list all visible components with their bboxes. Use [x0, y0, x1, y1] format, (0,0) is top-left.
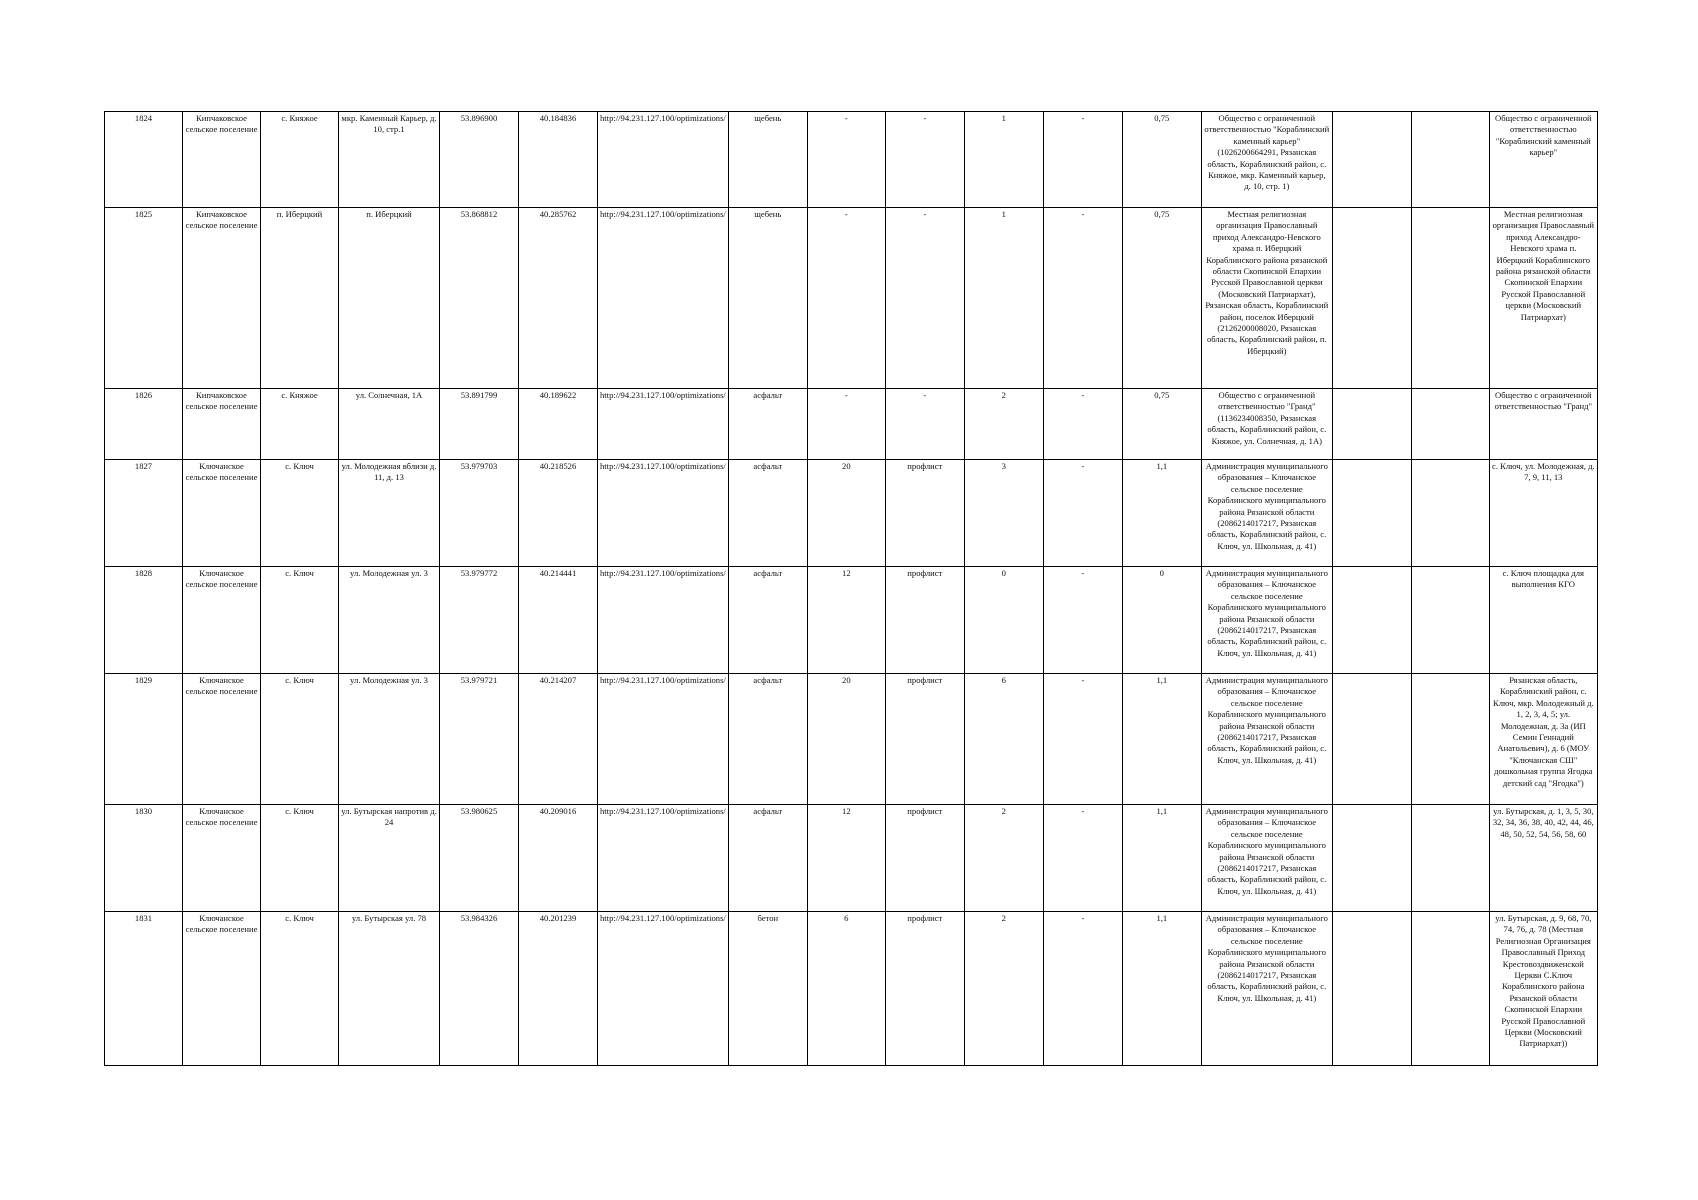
- row-number: 1827: [105, 460, 183, 567]
- table-row: [105, 389, 1598, 460]
- empty-cell: [1332, 805, 1411, 912]
- fence-cell: профлист: [885, 460, 964, 567]
- fence-cell: профлист: [885, 674, 964, 805]
- row-number: 1825: [105, 208, 183, 389]
- locality-cell: с. Ключ: [261, 912, 339, 1066]
- served-objects-cell: с. Ключ площадка для выполнения КГО: [1489, 567, 1597, 674]
- longitude-cell: 40.209016: [519, 805, 598, 912]
- planned-count-cell: -: [1043, 674, 1122, 805]
- row-number: 1828: [105, 567, 183, 674]
- table-row: [105, 674, 1598, 805]
- latitude-cell: 53.891799: [440, 389, 519, 460]
- volume-cell: 1,1: [1122, 460, 1201, 567]
- locality-cell: с. Ключ: [261, 805, 339, 912]
- empty-cell: [1332, 460, 1411, 567]
- map-link-cell[interactable]: http://94.231.127.100/optimizations/: [598, 912, 729, 1066]
- containers-count-cell: 3: [964, 460, 1043, 567]
- volume-cell: 1,1: [1122, 674, 1201, 805]
- owner-cell: Общество с ограниченной ответственностью "Гранд" (1136234008350, Рязанская область, Кораблинский район, с. Княжое, ул. Солнечная, д. 1А): [1201, 389, 1332, 460]
- latitude-cell: 53.979721: [440, 674, 519, 805]
- served-objects-cell: ул. Бутырская, д. 9, 68, 70, 74, 76, д. 78 (Местная Религиозная Организация Православный Приход Крестовоздвиженской Церкви С.Ключ Кораблинского района Рязанской области Скопинской Епархии Русской Православной Церкви (Московский Патриархат)): [1489, 912, 1597, 1066]
- empty-cell: [1411, 805, 1489, 912]
- settlement-cell: Кипчаковское сельское поселение: [183, 112, 261, 208]
- surface-cell: асфальт: [728, 674, 807, 805]
- owner-cell: Общество с ограниченной ответственностью "Кораблинский каменный карьер" (1026200664291, Рязанская область, Кораблинский район, с. Княжое, мкр. Каменный карьер, д. 10, стр. 1): [1201, 112, 1332, 208]
- row-number: 1829: [105, 674, 183, 805]
- planned-count-cell: -: [1043, 208, 1122, 389]
- served-objects-cell: Местная религиозная организация Православный приход Александро-Невского храма п. Иберцкий Кораблинского района рязанской области Скопинской Епархии Русской Православной церкви (Московский Патриархат): [1489, 208, 1597, 389]
- planned-count-cell: -: [1043, 567, 1122, 674]
- owner-cell: Администрация муниципального образования – Ключанское сельское поселение Кораблинского муниципального района Рязанской области (2086214017217, Рязанская область, Кораблинский район, с. Ключ, ул. Школьная, д. 41): [1201, 674, 1332, 805]
- area-cell: -: [807, 389, 885, 460]
- volume-cell: 0,75: [1122, 208, 1201, 389]
- settlement-cell: Кипчаковское сельское поселение: [183, 208, 261, 389]
- surface-cell: бетон: [728, 912, 807, 1066]
- surface-cell: асфальт: [728, 460, 807, 567]
- planned-count-cell: -: [1043, 805, 1122, 912]
- longitude-cell: 40.201239: [519, 912, 598, 1066]
- fence-cell: профлист: [885, 567, 964, 674]
- address-cell: ул. Молодежная вблизи д. 11, д. 13: [339, 460, 440, 567]
- containers-count-cell: 0: [964, 567, 1043, 674]
- latitude-cell: 53.980625: [440, 805, 519, 912]
- address-cell: ул. Бутырская напротив д. 24: [339, 805, 440, 912]
- empty-cell: [1411, 460, 1489, 567]
- row-number: 1830: [105, 805, 183, 912]
- locality-cell: с. Ключ: [261, 567, 339, 674]
- served-objects-cell: Общество с ограниченной ответственностью "Гранд": [1489, 389, 1597, 460]
- surface-cell: щебень: [728, 208, 807, 389]
- surface-cell: асфальт: [728, 805, 807, 912]
- settlement-cell: Ключанское сельское поселение: [183, 460, 261, 567]
- row-number: 1831: [105, 912, 183, 1066]
- empty-cell: [1411, 389, 1489, 460]
- planned-count-cell: -: [1043, 112, 1122, 208]
- longitude-cell: 40.285762: [519, 208, 598, 389]
- table-row: [105, 208, 1598, 389]
- surface-cell: асфальт: [728, 567, 807, 674]
- map-link-cell[interactable]: http://94.231.127.100/optimizations/: [598, 112, 729, 208]
- table-row: [105, 112, 1598, 208]
- empty-cell: [1411, 208, 1489, 389]
- registry-table: [104, 111, 1598, 1066]
- table-row: [105, 460, 1598, 567]
- latitude-cell: 53.979703: [440, 460, 519, 567]
- map-link-cell[interactable]: http://94.231.127.100/optimizations/: [598, 674, 729, 805]
- containers-count-cell: 6: [964, 674, 1043, 805]
- locality-cell: п. Иберцкий: [261, 208, 339, 389]
- fence-cell: -: [885, 112, 964, 208]
- owner-cell: Администрация муниципального образования – Ключанское сельское поселение Кораблинского муниципального района Рязанской области (2086214017217, Рязанская область, Кораблинский район, с. Ключ, ул. Школьная, д. 41): [1201, 460, 1332, 567]
- address-cell: ул. Молодежная ул. 3: [339, 674, 440, 805]
- planned-count-cell: -: [1043, 389, 1122, 460]
- area-cell: 20: [807, 460, 885, 567]
- empty-cell: [1332, 567, 1411, 674]
- surface-cell: щебень: [728, 112, 807, 208]
- empty-cell: [1332, 674, 1411, 805]
- volume-cell: 1,1: [1122, 912, 1201, 1066]
- latitude-cell: 53.896900: [440, 112, 519, 208]
- fence-cell: -: [885, 389, 964, 460]
- area-cell: -: [807, 112, 885, 208]
- latitude-cell: 53.979772: [440, 567, 519, 674]
- settlement-cell: Ключанское сельское поселение: [183, 805, 261, 912]
- settlement-cell: Ключанское сельское поселение: [183, 567, 261, 674]
- map-link-cell[interactable]: http://94.231.127.100/optimizations/: [598, 389, 729, 460]
- area-cell: 6: [807, 912, 885, 1066]
- served-objects-cell: ул. Бутырская, д. 1, 3, 5, 30, 32, 34, 36, 38, 40, 42, 44, 46, 48, 50, 52, 54, 56, 58, 60: [1489, 805, 1597, 912]
- served-objects-cell: Общество с ограниченной ответственностью "Кораблинский каменный карьер": [1489, 112, 1597, 208]
- volume-cell: 0,75: [1122, 389, 1201, 460]
- containers-count-cell: 1: [964, 112, 1043, 208]
- table-row: [105, 805, 1598, 912]
- containers-count-cell: 1: [964, 208, 1043, 389]
- owner-cell: Администрация муниципального образования – Ключанское сельское поселение Кораблинского муниципального района Рязанской области (2086214017217, Рязанская область, Кораблинский район, с. Ключ, ул. Школьная, д. 41): [1201, 805, 1332, 912]
- empty-cell: [1411, 567, 1489, 674]
- longitude-cell: 40.218526: [519, 460, 598, 567]
- area-cell: 20: [807, 674, 885, 805]
- empty-cell: [1332, 112, 1411, 208]
- volume-cell: 1,1: [1122, 805, 1201, 912]
- empty-cell: [1332, 912, 1411, 1066]
- owner-cell: Местная религиозная организация Православный приход Александро-Невского храма п. Иберцкий Кораблинского района рязанской области Скопинской Епархии Русской Православной церкви (Московский Патриархат), Рязанская область, Кораблинский район, поселок Иберцкий (2126200008020, Рязанская область, Кораблинский район, п. Иберцкий): [1201, 208, 1332, 389]
- containers-count-cell: 2: [964, 805, 1043, 912]
- volume-cell: 0: [1122, 567, 1201, 674]
- map-link-cell[interactable]: http://94.231.127.100/optimizations/: [598, 208, 729, 389]
- owner-cell: Администрация муниципального образования – Ключанское сельское поселение Кораблинского муниципального района Рязанской области (2086214017217, Рязанская область, Кораблинский район, с. Ключ, ул. Школьная, д. 41): [1201, 567, 1332, 674]
- empty-cell: [1332, 389, 1411, 460]
- latitude-cell: 53.984326: [440, 912, 519, 1066]
- latitude-cell: 53.868812: [440, 208, 519, 389]
- longitude-cell: 40.184836: [519, 112, 598, 208]
- area-cell: 12: [807, 567, 885, 674]
- area-cell: -: [807, 208, 885, 389]
- surface-cell: асфальт: [728, 389, 807, 460]
- locality-cell: с. Ключ: [261, 674, 339, 805]
- empty-cell: [1411, 112, 1489, 208]
- address-cell: ул. Молодежная ул. 3: [339, 567, 440, 674]
- address-cell: п. Иберцкий: [339, 208, 440, 389]
- empty-cell: [1411, 674, 1489, 805]
- settlement-cell: Кипчаковское сельское поселение: [183, 389, 261, 460]
- settlement-cell: Ключанское сельское поселение: [183, 912, 261, 1066]
- fence-cell: профлист: [885, 805, 964, 912]
- fence-cell: -: [885, 208, 964, 389]
- longitude-cell: 40.214207: [519, 674, 598, 805]
- address-cell: мкр. Каменный Карьер, д. 10, стр.1: [339, 112, 440, 208]
- map-link-cell[interactable]: http://94.231.127.100/optimizations/: [598, 805, 729, 912]
- served-objects-cell: с. Ключ, ул. Молодежная, д. 7, 9, 11, 13: [1489, 460, 1597, 567]
- row-number: 1826: [105, 389, 183, 460]
- empty-cell: [1332, 208, 1411, 389]
- locality-cell: с. Ключ: [261, 460, 339, 567]
- planned-count-cell: -: [1043, 912, 1122, 1066]
- containers-count-cell: 2: [964, 912, 1043, 1066]
- map-link-cell[interactable]: http://94.231.127.100/optimizations/: [598, 460, 729, 567]
- longitude-cell: 40.214441: [519, 567, 598, 674]
- row-number: 1824: [105, 112, 183, 208]
- served-objects-cell: Рязанская область, Кораблинский район, с. Ключ, мкр. Молодежный д. 1, 2, 3, 4, 5; ул. Молодежная, д. 3а (ИП Семин Геннадий Анатольевич), д. 6 (МОУ "Ключанская СШ" дошкольная группа Ягодка детский сад "Ягодка"): [1489, 674, 1597, 805]
- containers-count-cell: 2: [964, 389, 1043, 460]
- table-row: [105, 912, 1598, 1066]
- area-cell: 12: [807, 805, 885, 912]
- volume-cell: 0,75: [1122, 112, 1201, 208]
- planned-count-cell: -: [1043, 460, 1122, 567]
- locality-cell: с. Княжое: [261, 389, 339, 460]
- address-cell: ул. Бутырская ул. 78: [339, 912, 440, 1066]
- map-link-cell[interactable]: http://94.231.127.100/optimizations/: [598, 567, 729, 674]
- address-cell: ул. Солнечная, 1А: [339, 389, 440, 460]
- longitude-cell: 40.189622: [519, 389, 598, 460]
- fence-cell: профлист: [885, 912, 964, 1066]
- owner-cell: Администрация муниципального образования – Ключанское сельское поселение Кораблинского муниципального района Рязанской области (2086214017217, Рязанская область, Кораблинский район, с. Ключ, ул. Школьная, д. 41): [1201, 912, 1332, 1066]
- empty-cell: [1411, 912, 1489, 1066]
- locality-cell: с. Княжое: [261, 112, 339, 208]
- settlement-cell: Ключанское сельское поселение: [183, 674, 261, 805]
- table-row: [105, 567, 1598, 674]
